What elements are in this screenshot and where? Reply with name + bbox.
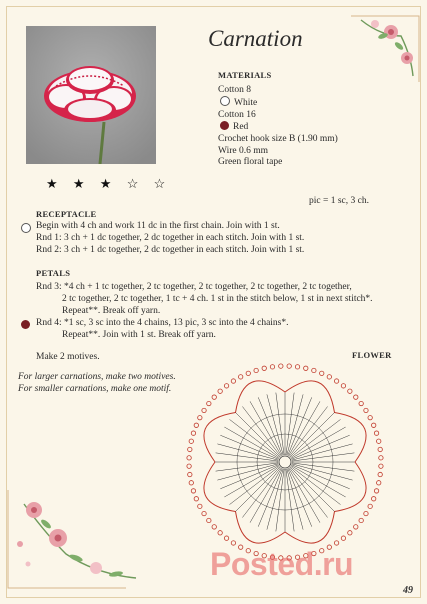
motives-note: Make 2 motives.	[36, 352, 100, 362]
chart-picot-mark	[198, 504, 202, 508]
chart-petal-arc	[285, 381, 334, 413]
chart-picot-mark	[224, 536, 228, 540]
chart-picot-mark	[379, 464, 383, 468]
chart-picot-mark	[270, 365, 274, 369]
chart-petal-arc	[236, 511, 285, 543]
chart-picot-mark	[187, 456, 191, 460]
chart-picot-mark	[374, 489, 378, 493]
chart-picot-mark	[374, 431, 378, 435]
chart-picot-mark	[202, 511, 206, 515]
chart-petal-arc	[285, 511, 334, 543]
bottom-left-floral-decoration	[6, 484, 156, 596]
chart-stitch-line	[224, 427, 279, 459]
flower-crochet-chart	[170, 344, 400, 564]
chart-picot-mark	[354, 525, 358, 529]
chart-stitch-line	[289, 401, 321, 456]
chart-picot-mark	[334, 379, 338, 383]
chart-picot-mark	[189, 439, 193, 443]
chart-picot-mark	[379, 456, 383, 460]
carnation-photo	[26, 26, 156, 164]
chart-stitch-line	[286, 393, 294, 455]
chart-picot-mark	[246, 371, 250, 375]
chart-stitch-line	[291, 466, 346, 498]
chart-petal-arc	[334, 413, 366, 462]
chart-picot-mark	[218, 531, 222, 535]
chart-picot-mark	[312, 368, 316, 372]
size-note: For smaller carnations, make one motif.	[18, 384, 172, 394]
receptacle-line: Rnd 1: 3 ch + 1 dc together, 2 dc together in each stitch. Join with 1 st.	[36, 233, 305, 243]
chart-stitch-line	[276, 469, 284, 531]
petals-heading: PETALS	[36, 268, 71, 278]
chart-picot-mark	[371, 423, 375, 427]
chart-picot-mark	[202, 408, 206, 412]
receptacle-line: Begin with 4 ch and work 11 dc in the first chain. Join with 1 st.	[36, 221, 280, 231]
chart-picot-mark	[371, 497, 375, 501]
petals-line: Rnd 3: *4 ch + 1 tc together, 2 tc together, 2 tc together, 2 tc together, 2 tc together,	[36, 282, 352, 292]
chart-picot-mark	[194, 497, 198, 501]
receptacle-heading: RECEPTACLE	[36, 209, 97, 219]
page-number: 49	[403, 585, 413, 596]
chart-stitch-line	[292, 463, 354, 471]
chart-picot-mark	[364, 511, 368, 515]
chart-picot-mark	[188, 472, 192, 476]
chart-picot-mark	[327, 375, 331, 379]
receptacle-line: Rnd 2: 3 ch + 1 dc together, 2 dc together in each stitch. Join with 1 st.	[36, 245, 305, 255]
white-yarn-marker-icon	[21, 223, 31, 233]
page-title: Carnation	[208, 26, 303, 51]
material-line: White	[218, 96, 338, 110]
chart-picot-mark	[254, 368, 258, 372]
chart-picot-mark	[189, 481, 193, 485]
chart-picot-mark	[359, 518, 363, 522]
chart-stitch-line	[250, 401, 282, 456]
petals-line: Repeat**. Break off yarn.	[62, 306, 161, 316]
chart-picot-mark	[348, 531, 352, 535]
chart-petal-arc	[236, 381, 285, 413]
watermark: Posted.ru	[210, 546, 354, 582]
chart-picot-mark	[188, 447, 192, 451]
chart-picot-mark	[320, 371, 324, 375]
chart-picot-mark	[231, 379, 235, 383]
petals-line: Repeat**. Join with 1 st. Break off yarn.	[62, 330, 216, 340]
chart-petal-arc	[204, 462, 236, 511]
chart-picot-mark	[287, 364, 291, 368]
material-line: Cotton 16	[218, 109, 256, 120]
material-line: Green floral tape	[218, 157, 283, 168]
chart-picot-mark	[212, 525, 216, 529]
chart-stitch-line	[289, 468, 321, 523]
size-note: For larger carnations, make two motives.	[18, 372, 176, 382]
white-yarn-swatch-icon	[220, 96, 230, 106]
chart-picot-mark	[238, 375, 242, 379]
chart-stitch-line	[216, 453, 278, 461]
chart-picot-mark	[191, 431, 195, 435]
chart-picot-mark	[224, 384, 228, 388]
chart-picot-mark	[378, 447, 382, 451]
red-yarn-marker-icon	[21, 320, 30, 329]
chart-picot-mark	[194, 423, 198, 427]
materials-heading: MATERIALS	[218, 70, 272, 80]
chart-stitch-line	[292, 453, 354, 461]
chart-picot-mark	[218, 389, 222, 393]
material-line: Crochet hook size B (1.90 mm)	[218, 133, 338, 144]
chart-picot-mark	[354, 395, 358, 399]
chart-picot-mark	[279, 364, 283, 368]
chart-picot-mark	[341, 536, 345, 540]
chart-picot-mark	[377, 439, 381, 443]
chart-label: FLOWER	[352, 350, 392, 360]
chart-stitch-line	[224, 466, 279, 498]
top-right-floral-decoration	[341, 6, 421, 86]
material-line: Cotton 8	[218, 84, 251, 95]
chart-picot-mark	[348, 389, 352, 393]
chart-picot-mark	[231, 541, 235, 545]
chart-stitch-line	[250, 468, 282, 523]
chart-picot-mark	[377, 481, 381, 485]
chart-petal-arc	[334, 462, 366, 511]
chart-picot-mark	[207, 518, 211, 522]
chart-picot-mark	[262, 366, 266, 370]
chart-stitch-line	[276, 393, 284, 455]
red-yarn-swatch-icon	[220, 121, 229, 130]
chart-picot-mark	[295, 365, 299, 369]
chart-picot-mark	[341, 384, 345, 388]
petals-line: 2 tc together, 2 tc together, 1 tc + 4 ch. 1 st in the stitch below, 1 st in next stitch*.	[62, 294, 373, 304]
material-line: Wire 0.6 mm	[218, 145, 269, 156]
chart-stitch-line	[216, 463, 278, 471]
material-line: Red	[218, 121, 338, 134]
chart-picot-mark	[207, 401, 211, 405]
chart-picot-mark	[359, 401, 363, 405]
chart-center-ring	[279, 456, 291, 468]
chart-picot-mark	[191, 489, 195, 493]
chart-picot-mark	[304, 366, 308, 370]
abbreviation-note: pic = 1 sc, 3 ch.	[309, 196, 369, 206]
chart-picot-mark	[364, 408, 368, 412]
chart-picot-mark	[198, 415, 202, 419]
chart-picot-mark	[187, 464, 191, 468]
chart-picot-mark	[368, 415, 372, 419]
materials-section	[218, 70, 338, 169]
chart-petal-arc	[204, 413, 236, 462]
chart-stitch-line	[291, 427, 346, 459]
chart-picot-mark	[334, 541, 338, 545]
chart-picot-mark	[368, 504, 372, 508]
difficulty-rating: ★ ★ ★ ☆ ☆	[46, 176, 172, 191]
chart-stitch-line	[286, 469, 294, 531]
petals-line: Rnd 4: *1 sc, 3 sc into the 4 chains, 13 pic, 3 sc into the 4 chains*.	[36, 318, 289, 328]
chart-picot-mark	[212, 395, 216, 399]
chart-picot-mark	[378, 472, 382, 476]
